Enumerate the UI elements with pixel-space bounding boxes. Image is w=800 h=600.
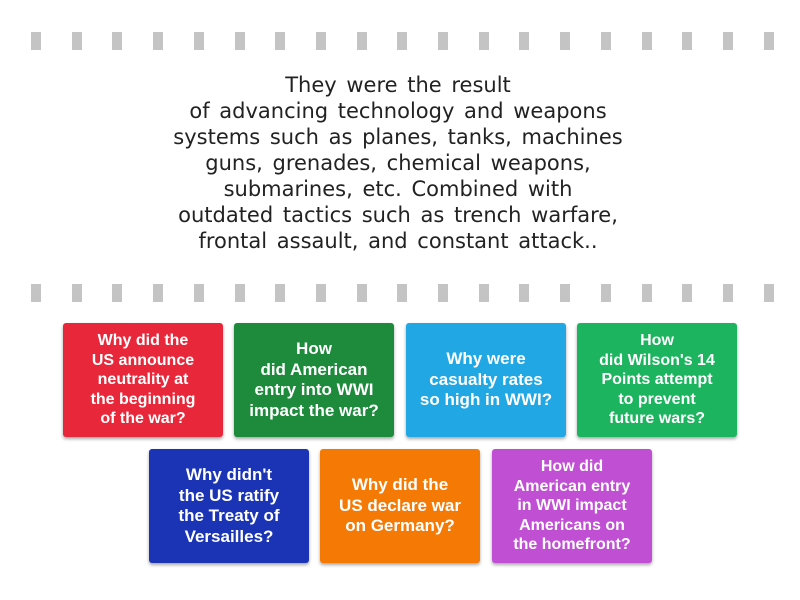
divider-dash	[153, 32, 163, 50]
divider-dash	[723, 32, 733, 50]
divider-dash	[31, 32, 41, 50]
top-dashed-divider	[0, 32, 800, 50]
divider-dash	[357, 284, 367, 302]
divider-dash	[601, 284, 611, 302]
divider-dash	[601, 32, 611, 50]
answer-card-treaty-versailles[interactable]	[149, 449, 309, 563]
answer-card-homefront[interactable]	[492, 449, 652, 563]
answer-card-casualty-rates[interactable]	[406, 323, 566, 437]
divider-dash	[764, 284, 774, 302]
divider-dash	[153, 284, 163, 302]
card-label: How did American entry into WWI impact the war?	[249, 339, 379, 420]
divider-dash	[72, 284, 82, 302]
divider-dash	[194, 32, 204, 50]
divider-dash	[31, 284, 41, 302]
divider-dash	[479, 32, 489, 50]
divider-dash	[235, 284, 245, 302]
divider-dash	[112, 32, 122, 50]
answer-card-fourteen-points[interactable]	[577, 323, 737, 437]
divider-dash	[519, 284, 529, 302]
divider-dash	[764, 32, 774, 50]
divider-dash	[275, 32, 285, 50]
divider-dash	[194, 284, 204, 302]
divider-dash	[316, 32, 326, 50]
card-label: How did Wilson's 14 Points attempt to prevent future wars?	[599, 332, 715, 428]
card-label: Why were casualty rates so high in WWI?	[419, 349, 553, 410]
divider-dash	[357, 32, 367, 50]
divider-dash	[560, 32, 570, 50]
bottom-dashed-divider	[0, 284, 800, 302]
divider-dash	[642, 32, 652, 50]
card-label: Why did the US announce neutrality at the beginning of the war?	[90, 332, 196, 428]
divider-dash	[235, 32, 245, 50]
card-label: How did American entry in WWI impact Americans on the homefront?	[513, 458, 631, 554]
divider-dash	[438, 32, 448, 50]
card-label: Why did the US declare war on Germany?	[339, 475, 461, 536]
divider-dash	[682, 284, 692, 302]
divider-dash	[397, 284, 407, 302]
divider-dash	[723, 284, 733, 302]
divider-dash	[479, 284, 489, 302]
divider-dash	[397, 32, 407, 50]
divider-dash	[438, 284, 448, 302]
divider-dash	[316, 284, 326, 302]
answer-card-declare-war[interactable]	[320, 449, 480, 563]
divider-dash	[642, 284, 652, 302]
divider-dash	[275, 284, 285, 302]
answer-card-neutrality[interactable]	[63, 323, 223, 437]
divider-dash	[72, 32, 82, 50]
divider-dash	[112, 284, 122, 302]
answer-card-american-entry-war[interactable]	[234, 323, 394, 437]
prompt-text: They were the result of advancing technology and weapons systems such as planes, tanks, machines guns, grenades, chemical weapons, submarines, etc. Combined with outdated tactics such as trench warfare, frontal assault, and constant attack..	[173, 73, 623, 253]
divider-dash	[519, 32, 529, 50]
divider-dash	[682, 32, 692, 50]
card-label: Why didn't the US ratify the Treaty of Versailles?	[178, 465, 280, 546]
divider-dash	[560, 284, 570, 302]
